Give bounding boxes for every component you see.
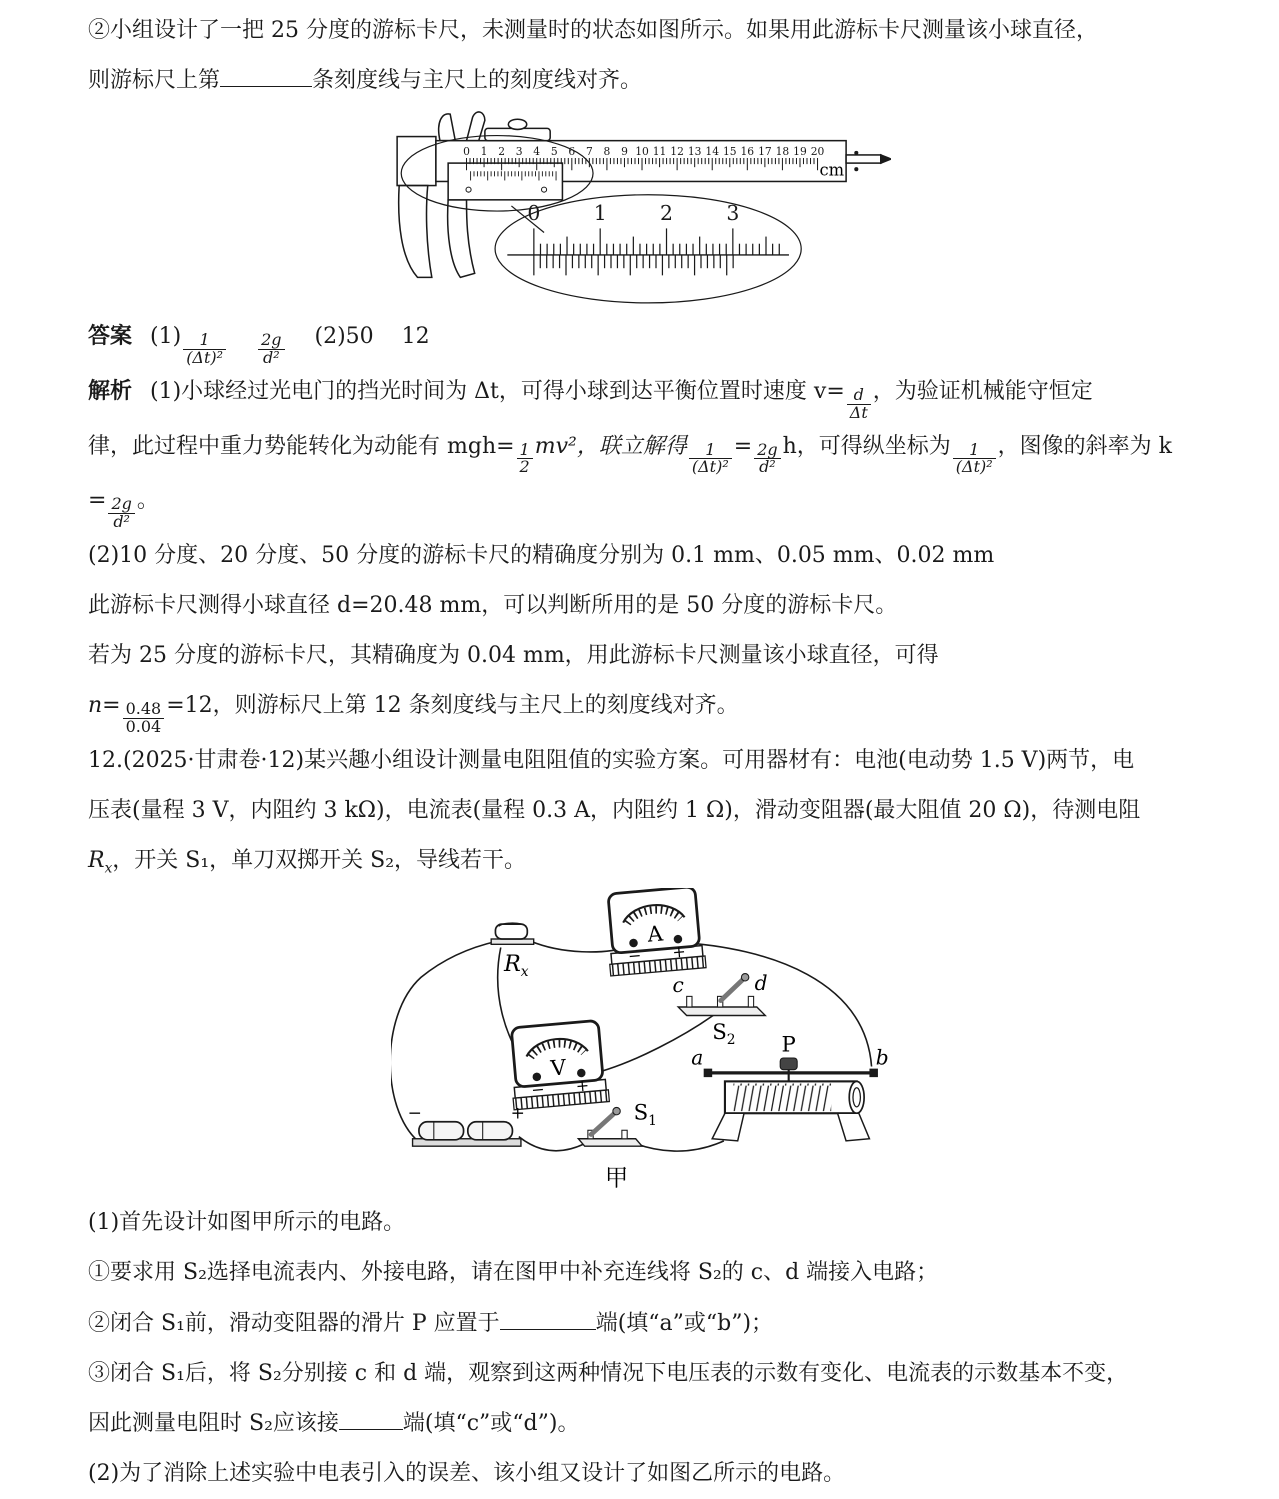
rheostat bbox=[691, 1033, 888, 1141]
text-run: 端(填“a”或“b”)； bbox=[595, 1310, 774, 1336]
svg-text:3: 3 bbox=[515, 145, 523, 159]
circuit-svg bbox=[391, 888, 891, 1194]
text-run: =12，则游标尺上第 12 条刻度线与主尺上的刻度线对齐。 bbox=[166, 693, 739, 719]
switch-s1 bbox=[578, 1101, 657, 1147]
text-run: (2)为了消除上述实验中电表引入的误差、该小组又设计了如图乙所示的电路。 bbox=[88, 1461, 846, 1486]
svg-text:1: 1 bbox=[593, 201, 607, 226]
voltmeter bbox=[507, 1020, 609, 1110]
svg-text:11: 11 bbox=[652, 145, 667, 159]
fill-in-blank bbox=[500, 1305, 596, 1329]
part1-line bbox=[88, 1198, 1194, 1248]
svg-text:7: 7 bbox=[585, 145, 593, 159]
text-run: 则游标尺上第 bbox=[88, 68, 221, 94]
svg-text:4: 4 bbox=[533, 145, 541, 159]
rx-label: $R_x$ bbox=[503, 951, 529, 981]
text-run: = bbox=[733, 433, 753, 459]
fraction: $\frac{0.48}{0.04}$ bbox=[123, 701, 165, 736]
s2-lever bbox=[721, 980, 743, 1001]
q12-intro-line-1 bbox=[88, 736, 1194, 786]
fraction: $\frac{1}{\text{(Δt)²}}$ bbox=[953, 442, 996, 477]
svg-text:12: 12 bbox=[670, 145, 684, 159]
caliper-head bbox=[397, 137, 436, 186]
text-run: (2)10 分度、20 分度、50 分度的游标卡尺的精确度分别为 0.1 mm、0.05 mm、0.02 mm bbox=[88, 542, 995, 568]
terminal-b bbox=[869, 1069, 878, 1078]
terminal-b-label: b bbox=[875, 1045, 889, 1070]
analysis-line-3 bbox=[88, 476, 1194, 531]
zoom-main-ticks bbox=[534, 229, 779, 256]
rheostat-leg bbox=[838, 1113, 870, 1141]
battery-minus: − bbox=[407, 1103, 422, 1124]
voltmeter-label: V bbox=[549, 1055, 568, 1082]
fill-in-blank bbox=[220, 63, 312, 87]
ammeter-label: A bbox=[646, 921, 664, 948]
main-scale-numbers bbox=[463, 145, 824, 158]
analysis-line-4 bbox=[88, 531, 1194, 581]
part1-item2 bbox=[88, 1299, 1194, 1349]
svg-text:2: 2 bbox=[660, 201, 674, 226]
text-run: x bbox=[104, 860, 113, 877]
analysis-line-5 bbox=[88, 581, 1194, 631]
text-run: 12 bbox=[401, 324, 430, 350]
svg-text:1: 1 bbox=[480, 145, 488, 159]
text-run: 若为 25 分度的游标卡尺，其精确度为 0.04 mm，用此游标卡尺测量该小球直径，可得 bbox=[88, 643, 939, 668]
text-run: 端(填“c”或“d”)。 bbox=[402, 1410, 580, 1436]
text-run: h，可得纵坐标为 bbox=[782, 433, 951, 459]
text-run: (1)首先设计如图甲所示的电路。 bbox=[88, 1210, 406, 1236]
svg-text:10: 10 bbox=[635, 145, 649, 159]
s1-knob bbox=[613, 1108, 620, 1115]
fraction: $\frac{2g}{\text{d²}}$ bbox=[108, 496, 134, 531]
question-line-1 bbox=[88, 6, 1194, 56]
terminal-a-label: a bbox=[691, 1045, 704, 1070]
battery bbox=[408, 1104, 525, 1147]
text-run: R bbox=[88, 848, 105, 874]
fraction: $\frac{2g}{\text{d²}}$ bbox=[754, 442, 780, 477]
fraction: $\frac{1}{2}$ bbox=[517, 442, 533, 477]
q12-intro-line-2 bbox=[88, 786, 1194, 836]
svg-text:16: 16 bbox=[740, 145, 755, 159]
answer-line bbox=[88, 312, 1194, 367]
upper-fixed-jaw bbox=[439, 114, 456, 141]
svg-text:14: 14 bbox=[705, 145, 720, 159]
analysis-line-7 bbox=[88, 681, 1194, 736]
svg-text:3: 3 bbox=[726, 201, 740, 226]
thumbscrew-icon bbox=[508, 120, 526, 130]
svg-text:20: 20 bbox=[810, 145, 825, 159]
svg-text:2: 2 bbox=[498, 145, 506, 159]
analysis-line-6 bbox=[88, 631, 1194, 681]
svg-text:15: 15 bbox=[722, 145, 737, 159]
text-run: 12.(2025·甘肃卷·12)某兴趣小组设计测量电阻阻值的实验方案。可用器材有：电池(电动势 1.5 V)两节，电 bbox=[88, 747, 1135, 773]
fill-in-blank bbox=[339, 1406, 403, 1430]
text-run: ②闭合 S₁前，滑动变阻器的滑片 P 应置于 bbox=[88, 1310, 500, 1336]
svg-text:0: 0 bbox=[463, 145, 470, 159]
slider-p-label: P bbox=[781, 1032, 796, 1058]
part1-item3-line2 bbox=[88, 1399, 1194, 1449]
lower-movable-jaw bbox=[448, 200, 475, 278]
s2-knob bbox=[741, 974, 748, 981]
battery-plus: + bbox=[510, 1103, 525, 1124]
part1-item1 bbox=[88, 1248, 1194, 1298]
terminal-c-label: c bbox=[672, 973, 684, 998]
depth-rod-tip bbox=[881, 155, 891, 163]
text-run: 条刻度线与主尺上的刻度线对齐。 bbox=[312, 68, 643, 94]
s2-label: $S_2$ bbox=[712, 1020, 736, 1049]
fraction: $\frac{1}{\text{(Δt)²}}$ bbox=[689, 442, 732, 477]
text-run: 此游标卡尺测得小球直径 d=20.48 mm，可以判断所用的是 50 分度的游标卡尺。 bbox=[88, 592, 898, 618]
zoom-vernier-ticks bbox=[534, 255, 733, 275]
minus-sign: − bbox=[627, 945, 643, 966]
slider-p bbox=[780, 1058, 797, 1070]
rivet bbox=[854, 167, 858, 171]
text-run: (1) bbox=[150, 324, 182, 350]
analysis-line-2 bbox=[88, 422, 1194, 477]
svg-text:19: 19 bbox=[793, 145, 807, 159]
text-run: (2)50 bbox=[314, 324, 374, 350]
svg-text:6: 6 bbox=[568, 145, 576, 159]
svg-text:8: 8 bbox=[603, 145, 611, 159]
switch-s2 bbox=[673, 971, 768, 1048]
text-run: n= bbox=[88, 693, 121, 719]
vernier-caliper-figure bbox=[88, 110, 1194, 310]
vernier-caliper-svg bbox=[391, 110, 891, 306]
fraction: $\frac{1}{\text{(Δt)²}}$ bbox=[183, 332, 226, 367]
minus-sign: − bbox=[530, 1079, 546, 1100]
analysis-line-1 bbox=[88, 367, 1194, 422]
vernier-slider bbox=[448, 163, 562, 200]
unit-label: cm bbox=[819, 160, 845, 180]
terminal-a bbox=[704, 1069, 713, 1078]
s1-lever bbox=[591, 1113, 614, 1134]
svg-text:18: 18 bbox=[775, 145, 790, 159]
rheostat-leg bbox=[712, 1113, 744, 1141]
text-run: 律，此过程中重力势能转化为动能有 mgh= bbox=[88, 433, 515, 459]
text-run: mv²，联立解得 bbox=[534, 433, 687, 459]
analysis-label: 解析 bbox=[88, 378, 133, 404]
q12-intro-line-3 bbox=[88, 836, 1194, 886]
text-run: ，开关 S₁，单刀双掷开关 S₂，导线若干。 bbox=[112, 848, 527, 874]
circuit-figure bbox=[88, 888, 1194, 1198]
text-run: (1)小球经过光电门的挡光时间为 Δt，可得小球到达平衡位置时速度 v= bbox=[150, 378, 845, 404]
text-run: ③闭合 S₁后，将 S₂分别接 c 和 d 端，观察到这两种情况下电压表的示数有变化、电流表的示数基本不变， bbox=[88, 1360, 1129, 1386]
text-run: 因此测量电阻时 S₂应该接 bbox=[88, 1410, 339, 1436]
part1-item3-line1 bbox=[88, 1349, 1194, 1399]
s1-label: $S_1$ bbox=[633, 1100, 657, 1130]
fraction: $\frac{2g}{\text{d²}}$ bbox=[258, 332, 284, 367]
svg-text:0: 0 bbox=[527, 201, 541, 226]
slider-clamp bbox=[485, 129, 550, 141]
svg-text:13: 13 bbox=[687, 145, 702, 159]
question-line-2 bbox=[88, 56, 1194, 106]
text-run: 。 bbox=[136, 488, 159, 514]
svg-text:9: 9 bbox=[621, 145, 628, 159]
ammeter bbox=[604, 888, 706, 976]
answer-label: 答案 bbox=[88, 324, 133, 350]
text-run: ②小组设计了一把 25 分度的游标卡尺，未测量时的状态如图所示。如果用此游标卡尺测量该小球直径， bbox=[88, 18, 1098, 43]
terminal-d-label: d bbox=[754, 971, 768, 996]
rheostat-coil bbox=[733, 1084, 831, 1112]
text-run: = bbox=[88, 488, 107, 514]
figure-jia-label: 甲 bbox=[604, 1163, 629, 1192]
plus-sign: + bbox=[574, 1075, 590, 1096]
fraction: $\frac{d}{\Delta t}$ bbox=[847, 387, 871, 422]
svg-text:17: 17 bbox=[758, 145, 772, 159]
depth-rod bbox=[846, 155, 881, 163]
text-run: ，为验证机械能守恒定 bbox=[872, 378, 1093, 404]
text-run: 压表(量程 3 V，内阻约 3 kΩ)，电流表(量程 0.3 A，内阻约 1 Ω)，滑动变阻器(最大阻值 20 Ω)，待测电阻 bbox=[88, 797, 1141, 823]
rivet bbox=[854, 151, 858, 155]
part2-line bbox=[88, 1449, 1194, 1499]
svg-text:5: 5 bbox=[550, 145, 558, 159]
plus-sign: + bbox=[671, 941, 687, 962]
text-run: ①要求用 S₂选择电流表内、外接电路，请在图甲中补充连线将 S₂的 c、d 端接入电路； bbox=[88, 1260, 939, 1286]
text-run: ，图像的斜率为 k bbox=[997, 433, 1172, 459]
